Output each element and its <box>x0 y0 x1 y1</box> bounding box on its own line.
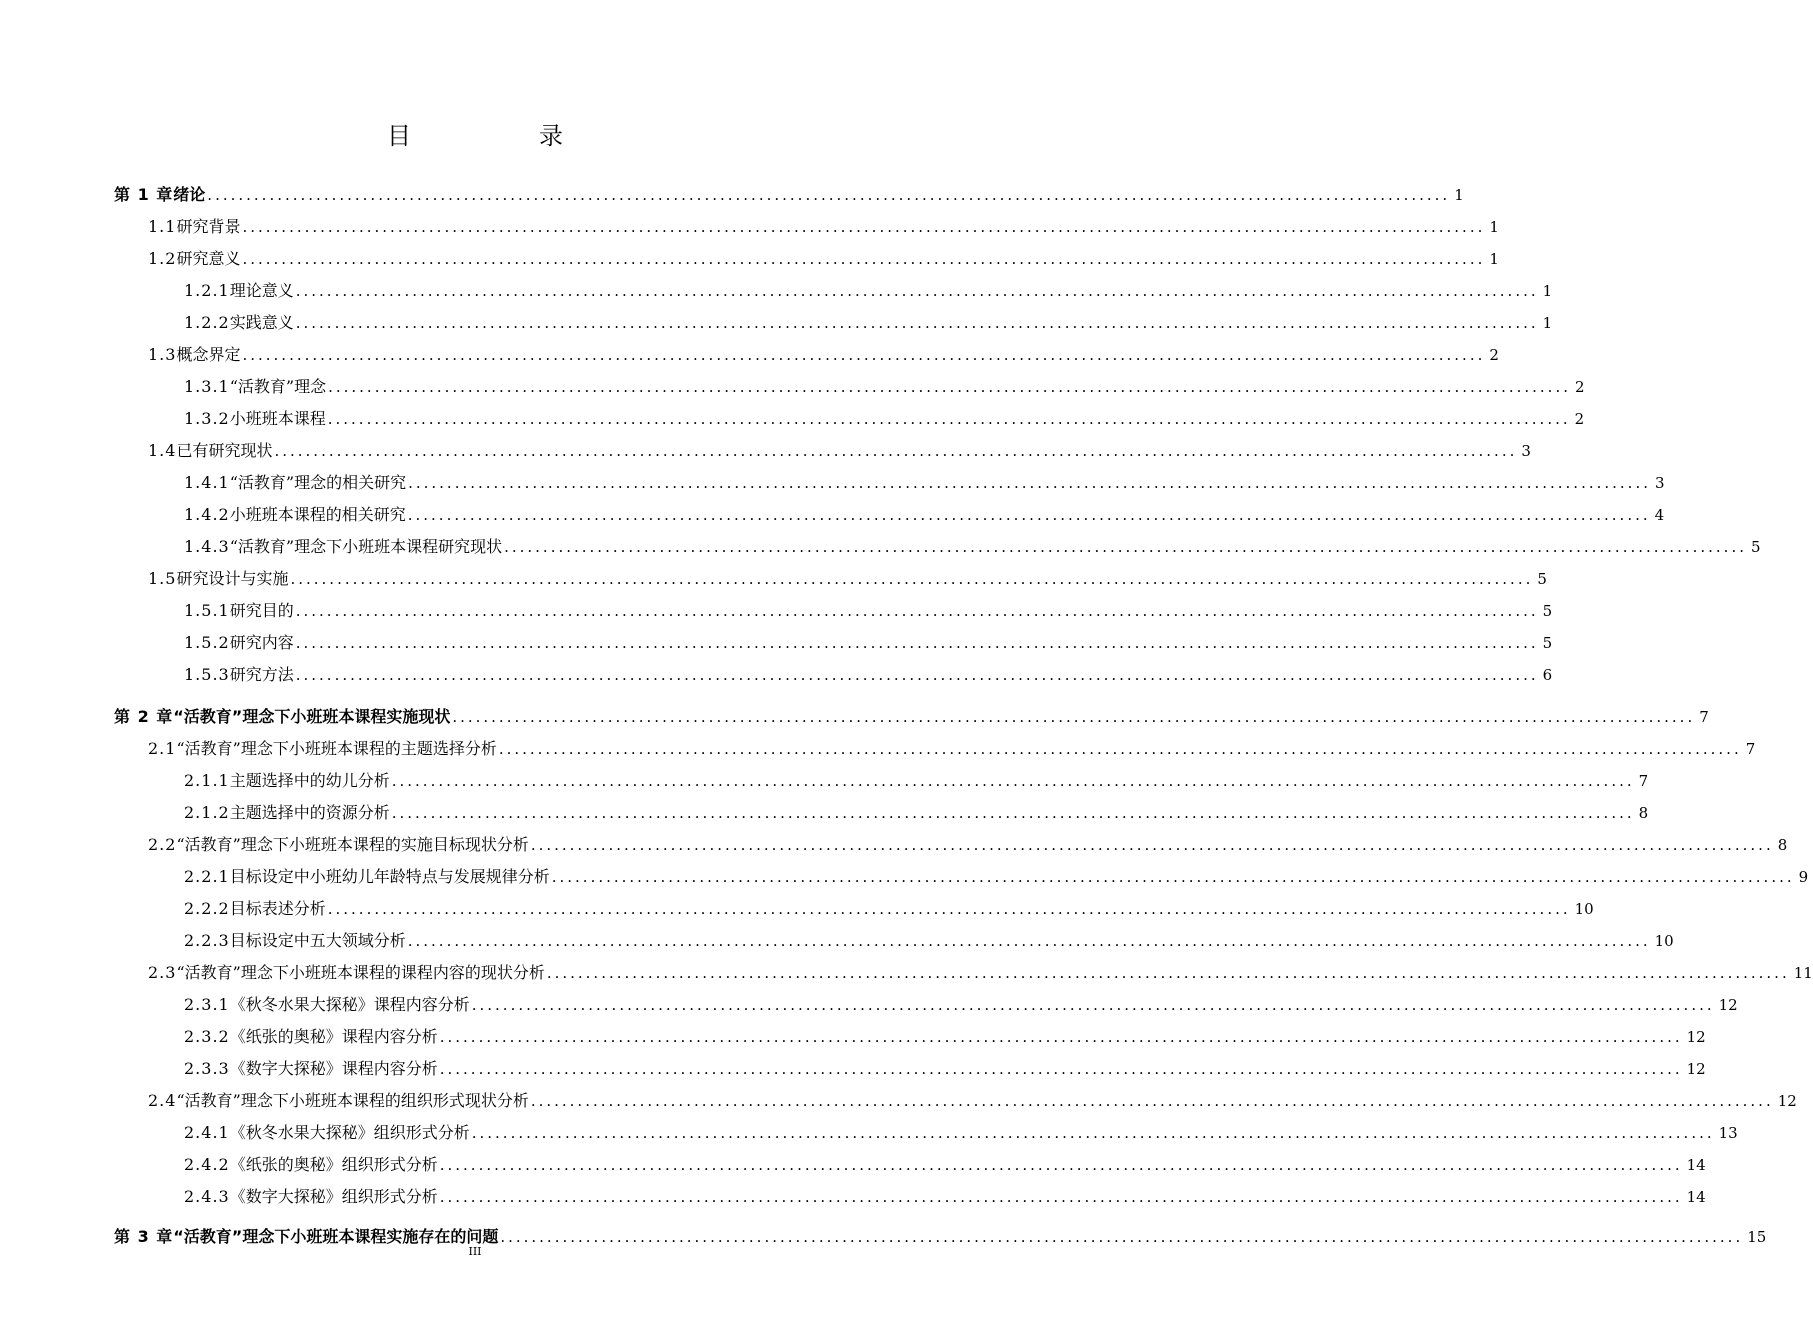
toc-entry-number: 1.3.2 <box>184 409 230 428</box>
toc-entry-page-number: 12 <box>1777 1092 1797 1110</box>
page-footer-number: III <box>468 1245 482 1258</box>
dot-leader: ................................................................................................................................................................ <box>295 314 1539 332</box>
toc-entry[interactable] <box>0 1087 1797 1115</box>
toc-entry-page-number: 14 <box>1686 1188 1706 1206</box>
toc-entry-number: 1.3.1 <box>184 377 230 396</box>
toc-entry[interactable] <box>0 1183 1706 1211</box>
toc-entry-page-number: 12 <box>1718 996 1738 1014</box>
toc-entry[interactable] <box>0 213 1499 241</box>
dot-leader: ................................................................................................................................................................ <box>439 1028 1683 1046</box>
toc-entry-page-number: 10 <box>1654 932 1674 950</box>
toc-entry[interactable] <box>0 959 1813 987</box>
dot-leader: ................................................................................................................................................................ <box>295 282 1539 300</box>
toc-entry-number: 1.5.3 <box>184 665 230 684</box>
toc-entry[interactable] <box>0 863 1809 891</box>
toc-entry-number: 1.2 <box>148 249 177 268</box>
dot-leader: ................................................................................................................................................................ <box>439 1188 1683 1206</box>
dot-leader: ................................................................................................................................................................ <box>546 964 1790 982</box>
toc-entry-label: 研究背景 <box>176 217 241 236</box>
toc-entry-page-number: 1 <box>1542 314 1553 332</box>
toc-entry-label: 研究方法 <box>229 665 294 684</box>
toc-entry-number: 2.1.1 <box>184 771 230 790</box>
toc-entry[interactable] <box>0 341 1499 369</box>
toc-entry-number: 2.1.2 <box>184 803 230 822</box>
toc-entry-number: 1.1 <box>148 217 177 236</box>
toc-entry-page-number: 12 <box>1686 1028 1706 1046</box>
toc-entry-label: 《数字大探秘》组织形式分析 <box>229 1187 438 1206</box>
toc-entry-page-number: 11 <box>1793 964 1813 982</box>
toc-entry-label: “活教育”理念的相关研究 <box>229 473 407 492</box>
toc-entry[interactable] <box>0 277 1553 305</box>
toc-entry-number: 1.4.1 <box>184 473 230 492</box>
toc-entry[interactable] <box>0 533 1761 561</box>
toc-entry-label: 实践意义 <box>229 313 294 332</box>
dot-leader: ................................................................................................................................................................ <box>439 1156 1683 1174</box>
toc-entry-page-number: 14 <box>1686 1156 1706 1174</box>
toc-entry-page-number: 13 <box>1718 1124 1738 1142</box>
toc-entry-label: “活教育”理念 <box>229 377 327 396</box>
toc-entry[interactable] <box>0 991 1738 1019</box>
toc-entry[interactable] <box>0 565 1547 593</box>
toc-entry-label: 《纸张的奥秘》组织形式分析 <box>229 1155 438 1174</box>
toc-entry-page-number: 2 <box>1574 378 1585 396</box>
toc-entry-label: “活教育”理念下小班班本课程研究现状 <box>229 537 503 556</box>
toc-entry-label: 理论意义 <box>229 281 294 300</box>
toc-entry-page-number: 7 <box>1699 708 1709 726</box>
toc-entry-label: 研究意义 <box>176 249 241 268</box>
toc-entry-page-number: 5 <box>1750 538 1761 556</box>
toc-entry-page-number: 9 <box>1798 868 1809 886</box>
toc-entry[interactable] <box>0 735 1756 763</box>
toc-entry-page-number: 1 <box>1542 282 1553 300</box>
toc-entry-page-number: 3 <box>1521 442 1531 460</box>
toc-entry[interactable] <box>0 895 1594 923</box>
dot-leader: ................................................................................................................................................................ <box>242 218 1486 236</box>
toc-entry-label: “活教育”理念下小班班本课程实施现状 <box>173 707 451 726</box>
dot-leader: ................................................................................................................................................................ <box>408 474 1651 492</box>
dot-leader: ................................................................................................................................................................ <box>498 740 1742 758</box>
toc-entry[interactable] <box>0 373 1585 401</box>
toc-entry-label: 已有研究现状 <box>176 441 273 460</box>
toc-entry-number: 1.4 <box>148 441 177 460</box>
toc-entry-number: 1.5.1 <box>184 601 230 620</box>
toc-entry-number: 1.2.2 <box>184 313 230 332</box>
dot-leader: ................................................................................................................................................................ <box>242 250 1486 268</box>
dot-leader: ................................................................................................................................................................ <box>500 1228 1744 1246</box>
dot-leader: ................................................................................................................................................................ <box>471 1124 1715 1142</box>
dot-leader: ................................................................................................................................................................ <box>551 868 1795 886</box>
toc-entry-page-number: 2 <box>1574 410 1585 428</box>
toc-entry-page-number: 3 <box>1654 474 1665 492</box>
toc-entry-number: 第 3 章 <box>114 1227 174 1246</box>
toc-entry-number: 2.4 <box>148 1091 177 1110</box>
toc-entry-number: 2.3.2 <box>184 1027 230 1046</box>
toc-title: 目 录 <box>387 122 615 150</box>
toc-entry-number: 2.1 <box>148 739 177 758</box>
toc-entry-label: 目标表述分析 <box>229 899 326 918</box>
toc-entry-label: “活教育”理念下小班班本课程的课程内容的现状分析 <box>176 963 545 982</box>
dot-leader: ................................................................................................................................................................ <box>439 1060 1683 1078</box>
toc-entry-label: 目标设定中五大领域分析 <box>229 931 406 950</box>
toc-entry-label: 小班班本课程的相关研究 <box>229 505 406 524</box>
toc-entry[interactable] <box>0 597 1553 625</box>
dot-leader: ................................................................................................................................................................ <box>327 900 1571 918</box>
dot-leader: ................................................................................................................................................................ <box>327 410 1571 428</box>
toc-entry-page-number: 8 <box>1638 804 1649 822</box>
toc-entry-page-number: 5 <box>1542 634 1553 652</box>
toc-entry-number: 第 2 章 <box>114 707 174 726</box>
toc-entry[interactable] <box>0 181 1464 209</box>
toc-entry-page-number: 1 <box>1454 186 1464 204</box>
dot-leader: ................................................................................................................................................................ <box>530 1092 1774 1110</box>
toc-entry-page-number: 7 <box>1638 772 1649 790</box>
toc-entry[interactable] <box>0 1119 1738 1147</box>
dot-leader: ................................................................................................................................................................ <box>452 708 1696 726</box>
toc-entry-page-number: 8 <box>1777 836 1788 854</box>
toc-entry-label: 绪论 <box>173 185 206 204</box>
toc-entry-number: 2.3 <box>148 963 177 982</box>
toc-entry-label: “活教育”理念下小班班本课程的实施目标现状分析 <box>176 835 529 854</box>
toc-entry-page-number: 6 <box>1542 666 1553 684</box>
toc-entry-number: 2.2 <box>148 835 177 854</box>
toc-entry-page-number: 1 <box>1489 218 1499 236</box>
dot-leader: ................................................................................................................................................................ <box>328 378 1571 396</box>
toc-entry-number: 2.4.1 <box>184 1123 230 1142</box>
toc-entry-label: 《秋冬水果大探秘》课程内容分析 <box>229 995 470 1014</box>
toc-entry[interactable] <box>0 405 1585 433</box>
dot-leader: ................................................................................................................................................................ <box>407 932 1651 950</box>
dot-leader: ................................................................................................................................................................ <box>295 634 1539 652</box>
toc-entry[interactable] <box>0 703 1709 731</box>
toc-entry-number: 1.4.3 <box>184 537 230 556</box>
toc-entry-label: “活教育”理念下小班班本课程的组织形式现状分析 <box>176 1091 529 1110</box>
toc-entry-page-number: 4 <box>1654 506 1665 524</box>
dot-leader: ................................................................................................................................................................ <box>242 346 1486 364</box>
toc-entry-number: 2.4.2 <box>184 1155 230 1174</box>
toc-entry[interactable] <box>0 927 1674 955</box>
dot-leader: ................................................................................................................................................................ <box>290 570 1534 588</box>
toc-entry-label: “活教育”理念下小班班本课程的主题选择分析 <box>176 739 497 758</box>
toc-entry[interactable] <box>0 309 1553 337</box>
toc-entry-label: 主题选择中的资源分析 <box>229 803 390 822</box>
toc-entry-page-number: 7 <box>1745 740 1756 758</box>
dot-leader: ................................................................................................................................................................ <box>295 666 1539 684</box>
dot-leader: ................................................................................................................................................................ <box>504 538 1747 556</box>
toc-entry[interactable] <box>0 767 1649 795</box>
toc-entry[interactable] <box>0 437 1531 465</box>
toc-entry-label: 目标设定中小班幼儿年龄特点与发展规律分析 <box>229 867 550 886</box>
toc-entry-label: 《纸张的奥秘》课程内容分析 <box>229 1027 438 1046</box>
toc-entry-label: 主题选择中的幼儿分析 <box>229 771 390 790</box>
dot-leader: ................................................................................................................................................................ <box>391 804 1635 822</box>
toc-entry-page-number: 5 <box>1537 570 1547 588</box>
toc-entry-number: 1.5 <box>148 569 177 588</box>
toc-entry-label: “活教育”理念下小班班本课程实施存在的问题 <box>173 1227 499 1246</box>
toc-entry-page-number: 12 <box>1686 1060 1706 1078</box>
toc-entry[interactable] <box>0 1151 1706 1179</box>
toc-entry-number: 1.4.2 <box>184 505 230 524</box>
dot-leader: ................................................................................................................................................................ <box>407 506 1651 524</box>
toc-entry[interactable] <box>0 799 1649 827</box>
toc-entry-page-number: 5 <box>1542 602 1553 620</box>
toc-entry-page-number: 15 <box>1747 1228 1767 1246</box>
toc-entry-label: 研究设计与实施 <box>176 569 289 588</box>
dot-leader: ................................................................................................................................................................ <box>274 442 1518 460</box>
toc-entry-label: 《数字大探秘》课程内容分析 <box>229 1059 438 1078</box>
toc-entry-page-number: 10 <box>1574 900 1594 918</box>
toc-entry[interactable] <box>0 469 1665 497</box>
toc-entry[interactable] <box>0 1055 1706 1083</box>
dot-leader: ................................................................................................................................................................ <box>471 996 1715 1014</box>
toc-entry-label: 研究目的 <box>229 601 294 620</box>
toc-entry-label: 《秋冬水果大探秘》组织形式分析 <box>229 1123 470 1142</box>
toc-entry-label: 概念界定 <box>176 345 241 364</box>
toc-entry-number: 2.3.1 <box>184 995 230 1014</box>
toc-entry-number: 1.5.2 <box>184 633 230 652</box>
toc-entry[interactable] <box>0 245 1499 273</box>
toc-entry-number: 2.4.3 <box>184 1187 230 1206</box>
toc-entry-number: 1.3 <box>148 345 177 364</box>
toc-entry-label: 小班班本课程 <box>229 409 326 428</box>
toc-entry-label: 研究内容 <box>229 633 294 652</box>
dot-leader: ................................................................................................................................................................ <box>295 602 1539 620</box>
toc-entry-page-number: 2 <box>1489 346 1499 364</box>
toc-entry[interactable] <box>0 1023 1706 1051</box>
toc-entry-number: 1.2.1 <box>184 281 230 300</box>
toc-entry-number: 第 1 章 <box>114 185 174 204</box>
dot-leader: ................................................................................................................................................................ <box>391 772 1635 790</box>
toc-entry-number: 2.3.3 <box>184 1059 230 1078</box>
toc-entry[interactable] <box>0 629 1553 657</box>
toc-entry-number: 2.2.1 <box>184 867 230 886</box>
toc-entry-page-number: 1 <box>1489 250 1499 268</box>
toc-entry[interactable] <box>0 831 1788 859</box>
toc-entry-number: 2.2.2 <box>184 899 230 918</box>
toc-entry[interactable] <box>0 501 1665 529</box>
toc-entry-number: 2.2.3 <box>184 931 230 950</box>
toc-entry[interactable] <box>0 661 1553 689</box>
dot-leader: ................................................................................................................................................................ <box>530 836 1774 854</box>
dot-leader: ................................................................................................................................................................ <box>207 186 1451 204</box>
